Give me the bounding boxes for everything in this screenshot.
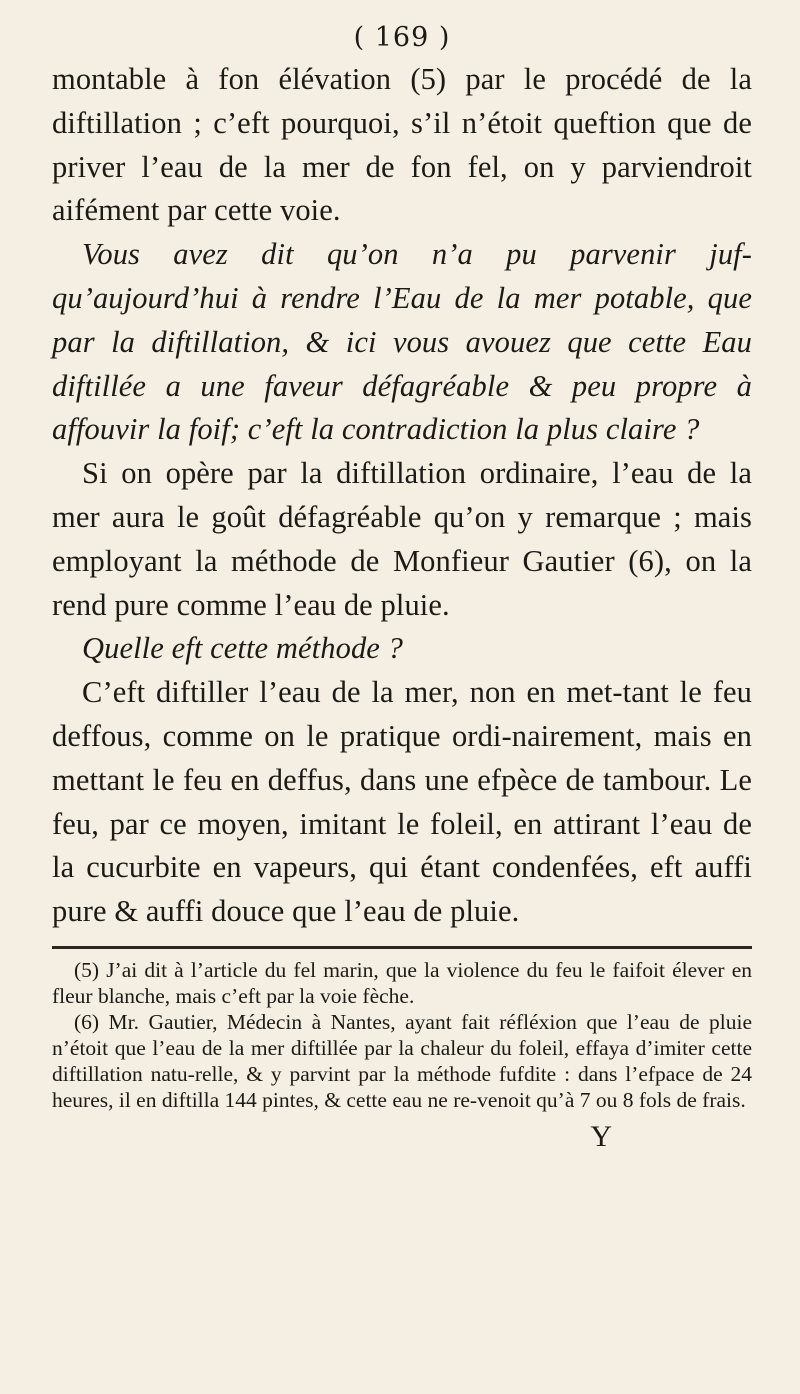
main-text	[52, 58, 752, 934]
paragraph-answer-1: Si on opère par la diftillation ordinaire, l’eau de la mer aura le goût défagréable qu’on y remarque ; mais employant la méthode de Monfieur Gautier (6), on la rend pure comme l’eau de pluie.	[52, 456, 752, 622]
book-page	[52, 18, 752, 1159]
paragraph-answer-2: C’eft diftiller l’eau de la mer, non en met-tant le feu deffous, comme on le pratique ordi-nairement, mais en mettant le feu en deffus, dans une efpèce de tambour. Le feu, par ce moyen, imitant le foleil, en attirant l’eau de la cucurbite en vapeurs, qui étant condenfées, eft auffi pure & auffi douce que l’eau de pluie.	[52, 675, 752, 929]
paragraph-continuation: montable à fon élévation (5) par le procédé de la diftillation ; c’eft pourquoi, s’il n’étoit queftion que de priver l’eau de la mer de fon fel, on y parviendroit aifément par cette voie.	[52, 62, 752, 228]
footnotes	[52, 957, 752, 1113]
paragraph-question-1: Vous avez dit qu’on n’a pu parvenir juf-qu’aujourd’hui à rendre l’Eau de la mer potable, que par la diftillation, & ici vous avouez que cette Eau diftillée a une faveur défagréable & peu propre à affouvir la foif; c’eft la contradiction la plus claire ?	[52, 237, 752, 447]
page-number: ( 169 )	[353, 22, 451, 53]
footnote-6: (6) Mr. Gautier, Médecin à Nantes, ayant fait réfléxion que l’eau de pluie n’étoit que l’eau de la mer diftillée par la chaleur du foleil, effaya d’imiter cette diftillation natu-relle, & y parvint par la méthode fufdite : dans l’efpace de 24 heures, il en diftilla 144 pintes, & cette eau ne re-venoit qu’à 7 ou 8 fols de frais.	[52, 1009, 752, 1112]
paragraph-question-2: Quelle eft cette méthode ?	[82, 631, 404, 666]
signature-mark: Y	[590, 1119, 612, 1153]
footnote-divider	[52, 946, 752, 949]
footnote-5: (5) J’ai dit à l’article du fel marin, que la violence du feu le faifoit élever en fleur blanche, mais c’eft par la voie fèche.	[52, 957, 752, 1008]
